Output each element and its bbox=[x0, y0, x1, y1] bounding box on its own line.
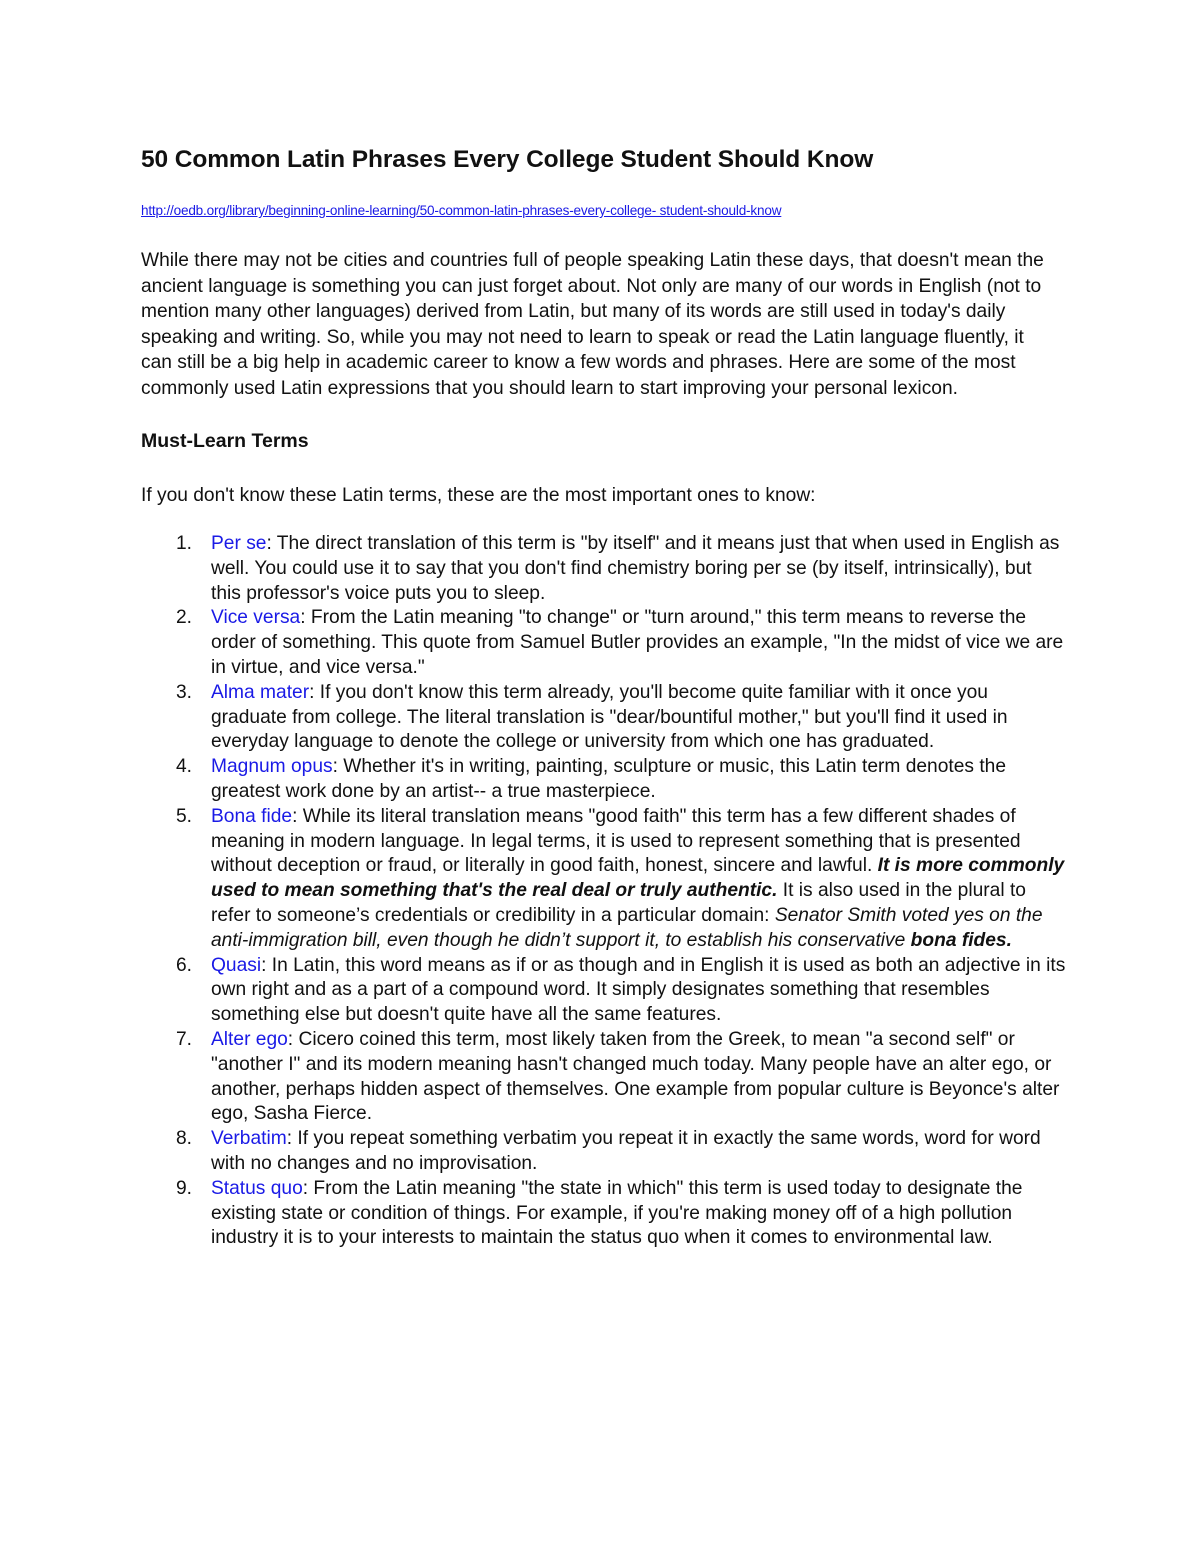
list-item bbox=[141, 1028, 1066, 1127]
section-lead: If you don't know these Latin terms, these are the most important ones to know: bbox=[141, 485, 816, 506]
item-number: 2. bbox=[176, 607, 193, 629]
terms-list bbox=[141, 532, 1066, 1251]
example-sentence: Senator Smith voted yes on the anti-immigration bill, even though he didn’t support it, to establish his conservative bbox=[211, 904, 1043, 951]
list-item bbox=[141, 1127, 1066, 1177]
term-description: : If you repeat something verbatim you repeat it in exactly the same words, word for word with no changes and no improvisation. bbox=[211, 1128, 1041, 1174]
term-link[interactable]: Bona fide bbox=[211, 805, 293, 827]
term-description: : Cicero coined this term, most likely taken from the Greek, to mean "a second self" or "another I" and its modern meaning hasn't changed much today. Many people have an alter ego, or another, perhaps hidden aspect of themselves. One example from popular culture is Beyonce's alter ego, Sasha Fierce. bbox=[211, 1028, 1060, 1125]
term-description: : If you don't know this term already, you'll become quite familiar with it once you graduate from college. The literal translation is "dear/bountiful mother," but you'll find it used in everyday language to denote the college or university from which one has graduated. bbox=[211, 681, 1008, 753]
section-heading: Must-Learn Terms bbox=[141, 430, 309, 452]
term-link[interactable]: Vice versa bbox=[211, 607, 301, 629]
emphasis-term: bona fides. bbox=[910, 929, 1012, 951]
document-title: 50 Common Latin Phrases Every College Student Should Know bbox=[141, 146, 874, 173]
item-number: 9. bbox=[176, 1177, 193, 1199]
source-url-link[interactable]: http://oedb.org/library/beginning-online-learning/50-common-latin-phrases-every-college- student-should-know bbox=[141, 203, 782, 218]
term-description-continued: It is also used in the plural to refer to someone’s credentials or credibility in a particular domain: bbox=[211, 880, 1026, 926]
term-link[interactable]: Verbatim bbox=[211, 1128, 287, 1150]
term-description: : From the Latin meaning "the state in which" this term is used today to designate the existing state or condition of things. For example, if you're making money off of a high pollution industry it is to your interests to maintain the status quo when it comes to environmental law. bbox=[211, 1177, 1023, 1249]
item-number: 5. bbox=[176, 805, 193, 827]
item-number: 4. bbox=[176, 756, 193, 778]
intro-paragraph: While there may not be cities and countries full of people speaking Latin these days, that doesn't mean the ancient language is something you can just forget about. Not only are many of our words in English (not to mention many other languages) derived from Latin, but many of its words are still used in today's daily speaking and writing. So, while you may not need to learn to speak or read the Latin language fluently, it can still be a big help in academic career to know a few words and phrases. Here are some of the most commonly used Latin expressions that you should learn to start improving your personal lexicon. bbox=[141, 250, 1044, 399]
term-link[interactable]: Quasi bbox=[211, 954, 262, 976]
term-link[interactable]: Per se bbox=[211, 533, 267, 554]
list-item bbox=[141, 606, 1066, 680]
item-number: 7. bbox=[176, 1028, 193, 1050]
list-item bbox=[141, 954, 1066, 1028]
term-link[interactable]: Magnum opus bbox=[211, 756, 333, 778]
term-link[interactable]: Status quo bbox=[211, 1177, 303, 1199]
term-description: : The direct translation of this term is "by itself" and it means just that when used in English as well. You could use it to say that you don't find chemistry boring per se (by itself, intrinsically), but this professor's voice puts you to sleep. bbox=[211, 533, 1060, 604]
document-page bbox=[141, 140, 1066, 1251]
term-link[interactable]: Alma mater bbox=[211, 681, 310, 703]
item-number: 1. bbox=[176, 533, 193, 554]
list-item bbox=[141, 755, 1066, 805]
list-item bbox=[141, 532, 1066, 606]
term-description: : Whether it's in writing, painting, sculpture or music, this Latin term denotes the greatest work done by an artist-- a true masterpiece. bbox=[211, 756, 1006, 802]
item-number: 6. bbox=[176, 954, 193, 976]
item-number: 3. bbox=[176, 681, 193, 703]
term-description: : While its literal translation means "good faith" this term has a few different shades of meaning in modern language. In legal terms, it is used to represent something that is presented without deception or fraud, or literally in good faith, honest, sincere and lawful. bbox=[211, 805, 1021, 877]
list-item bbox=[141, 1177, 1066, 1251]
term-link[interactable]: Alter ego bbox=[211, 1028, 288, 1050]
item-number: 8. bbox=[176, 1128, 193, 1150]
term-description: : In Latin, this word means as if or as though and in English it is used as both an adjective in its own right and as a part of a compound word. It simply designates something that resembles something else but doesn't quite have all the same features. bbox=[211, 954, 1066, 1026]
list-item bbox=[141, 681, 1066, 755]
term-description: : From the Latin meaning "to change" or "turn around," this term means to reverse the order of something. This quote from Samuel Butler provides an example, "In the midst of vice we are in virtue, and vice versa." bbox=[211, 607, 1064, 678]
list-item bbox=[141, 805, 1066, 954]
emphasis-text: It is more commonly used to mean something that's the real deal or truly authentic. bbox=[211, 855, 1065, 902]
